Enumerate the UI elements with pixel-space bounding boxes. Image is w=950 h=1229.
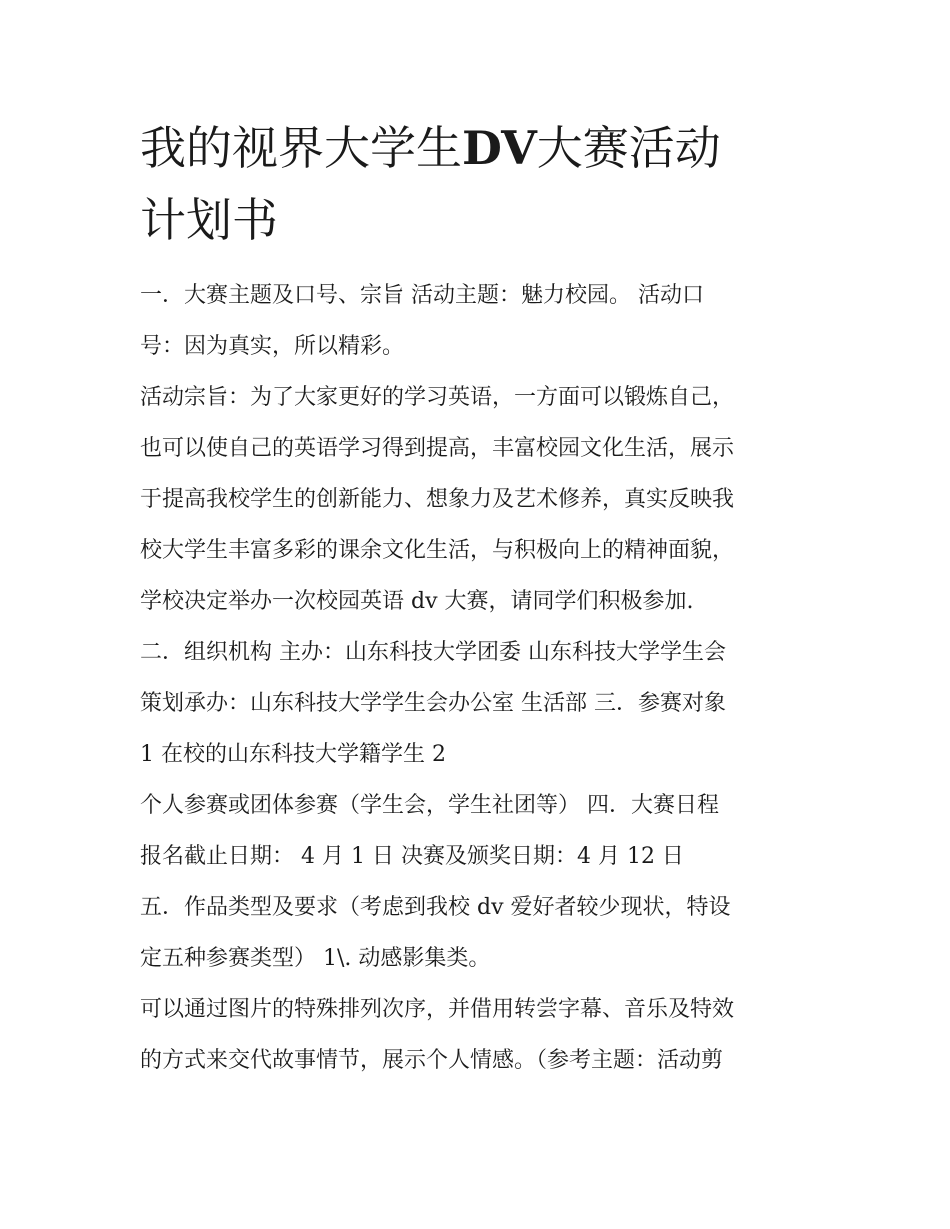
text-line-4: 也可以使自己的英语学习得到提高，丰富校园文化生活，展示: [140, 436, 735, 461]
title-line2: 计划书: [140, 193, 278, 247]
title-line1-part1: 我的视界大学生: [140, 121, 462, 175]
document-title: [140, 112, 820, 256]
text-line-9: 策划承办：山东科技大学学生会办公室 生活部 三．参赛对象: [140, 691, 726, 716]
text-line-8: 二．组织机构 主办：山东科技大学团委 山东科技大学学生会: [140, 640, 726, 665]
text-line-13: 五．作品类型及要求（考虑到我校 dv 爱好者较少现状，特设: [140, 895, 731, 920]
text-line-7: 学校决定举办一次校园英语 dv 大赛，请同学们积极参加.: [140, 589, 694, 614]
text-line-3: 活动宗旨：为了大家更好的学习英语，一方面可以锻炼自己，: [140, 385, 735, 410]
text-line-10: 1 在校的山东科技大学籍学生 2: [140, 742, 446, 767]
title-line1-bold: DV: [462, 121, 537, 175]
text-line-2: 号：因为真实，所以精彩。: [140, 334, 405, 359]
text-line-6: 校大学生丰富多彩的课余文化生活，与积极向上的精神面貌，: [140, 538, 735, 563]
document-body: [140, 112, 820, 1086]
text-line-12: 报名截止日期： 4 月 1 日 决赛及颁奖日期：4 月 12 日: [140, 844, 684, 869]
title-line1-part2: 大赛活动: [536, 121, 721, 175]
text-line-11: 个人参赛或团体参赛（学生会，学生社团等） 四．大赛日程: [140, 793, 719, 818]
text-line-5: 于提高我校学生的创新能力、想象力及艺术修养，真实反映我: [140, 487, 735, 512]
text-line-16: 的方式来交代故事情节，展示个人情感。（参考主题：活动剪: [140, 1048, 724, 1073]
text-line-15: 可以通过图片的特殊排列次序，并借用转尝字幕、音乐及特效: [140, 997, 735, 1022]
text-line-1: 一．大赛主题及口号、宗旨 活动主题：魅力校园。 活动口: [140, 283, 704, 308]
text-line-14: 定五种参赛类型） 1\. 动感影集类。: [140, 946, 491, 971]
